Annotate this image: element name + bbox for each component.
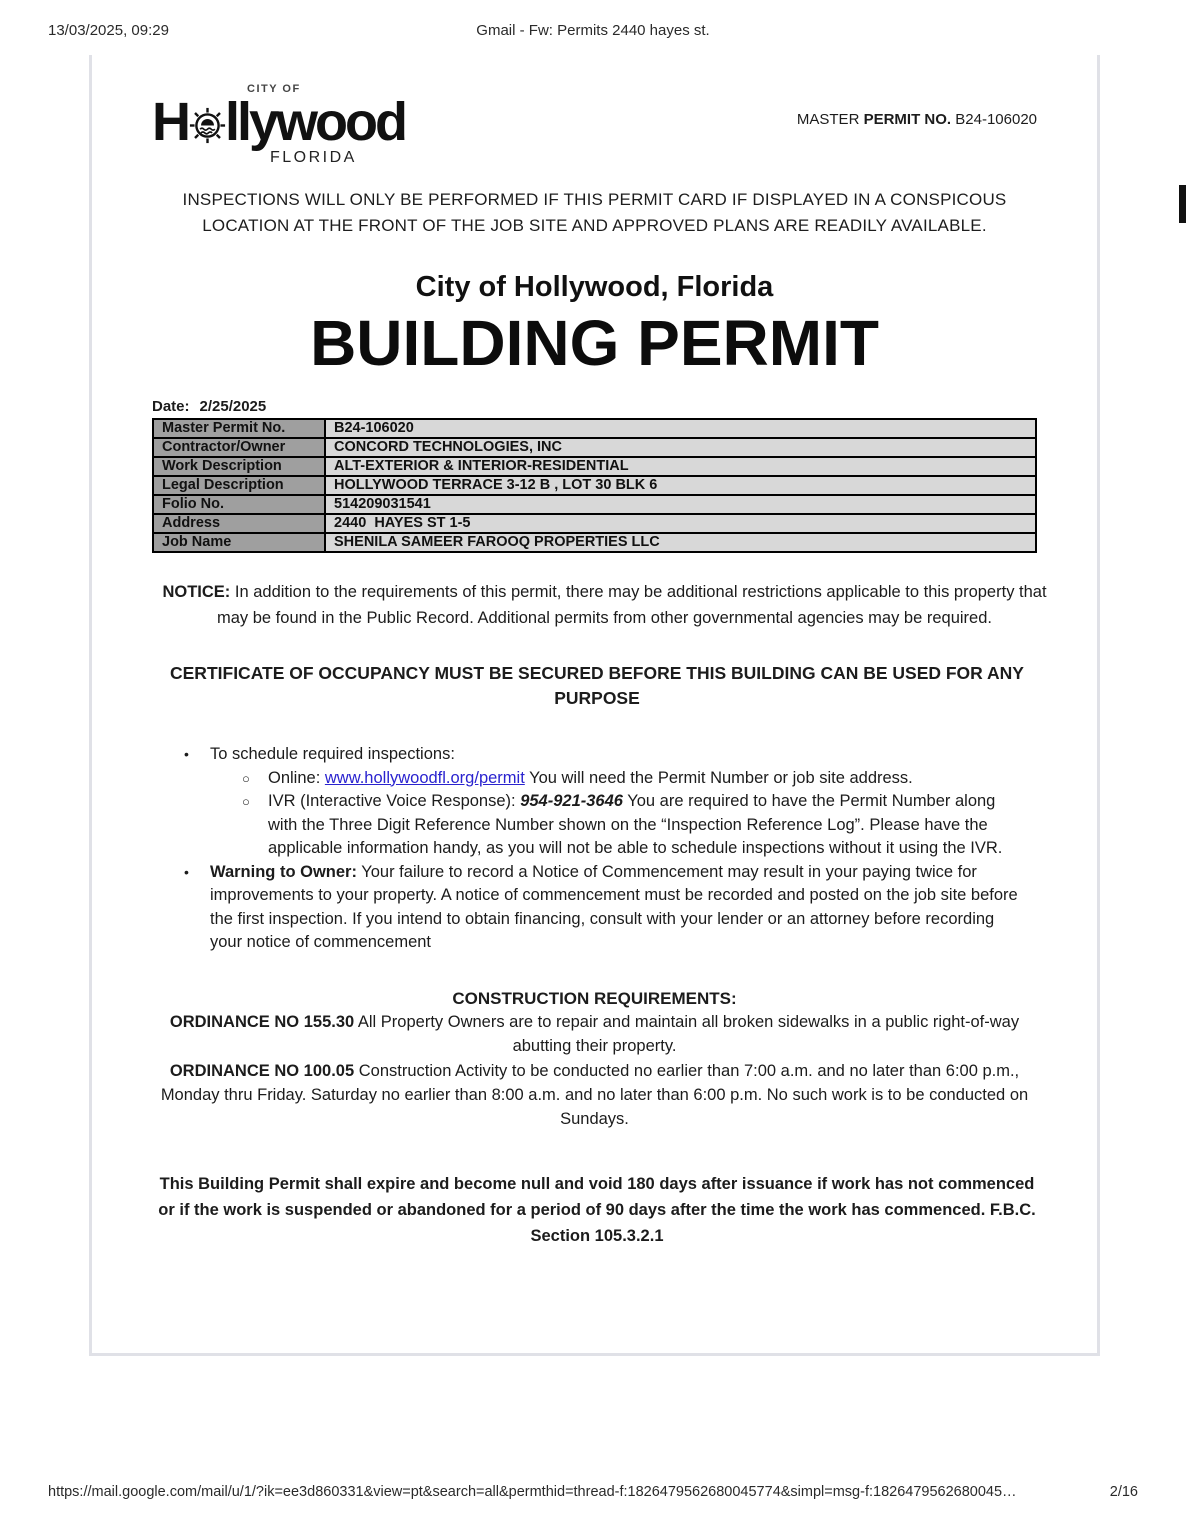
- notice-paragraph: [152, 579, 1057, 631]
- permit-website-link[interactable]: www.hollywoodfl.org/permit: [324, 768, 525, 787]
- city-title: City of Hollywood, Florida: [415, 271, 774, 303]
- list-item: [152, 790, 1037, 861]
- row-label: Work Description: [153, 457, 325, 476]
- date-label: Date:: [152, 398, 190, 415]
- ivr-instruction: [268, 790, 1037, 861]
- table-row: [153, 438, 1036, 457]
- logo-letters-rest: llywood: [225, 92, 405, 152]
- list-item: [152, 861, 1037, 955]
- date-line: [152, 398, 1037, 415]
- master-permit-value: B24-106020: [951, 111, 1037, 128]
- warning-to-owner: [210, 861, 1037, 955]
- list-item: [152, 743, 1037, 767]
- document-header: [152, 83, 1037, 167]
- hollywood-logo: [152, 83, 405, 167]
- master-permit-prefix: MASTER: [796, 111, 864, 128]
- inspection-instructions: [152, 743, 1037, 955]
- row-label: Address: [153, 514, 325, 533]
- table-row: [153, 419, 1036, 438]
- table-row: [153, 533, 1036, 552]
- sun-over-waves-icon: [189, 107, 226, 144]
- ivr-phone-number: 954-921-3646: [520, 792, 623, 810]
- row-value: HOLLYWOOD TERRACE 3-12 B , LOT 30 BLK 6: [325, 476, 1036, 495]
- construction-requirements: [152, 989, 1037, 1131]
- row-value: 514209031541: [325, 495, 1036, 514]
- page-title: BUILDING PERMIT: [310, 307, 879, 379]
- ordinance-100-label: ORDINANCE NO 100.05: [169, 1061, 355, 1080]
- row-value: B24-106020: [325, 419, 1036, 438]
- notice-label: NOTICE:: [162, 583, 231, 601]
- table-row: [153, 495, 1036, 514]
- online-instruction: [268, 767, 1037, 791]
- logo-wordmark: [152, 91, 405, 153]
- scrollbar-thumb[interactable]: [1179, 185, 1186, 223]
- warning-text: Your failure to record a Notice of Commencement may result in your paying twice for improvements to your property. A notice of commencement must be recorded and posted on the job site before the first inspection. If you intend to obtain financing, consult with your lender or an attorney before recording your notice of commencement: [210, 862, 1018, 951]
- logo-city-of-text: CITY OF: [247, 83, 301, 95]
- warning-label: Warning to Owner:: [210, 862, 357, 881]
- print-title: Gmail - Fw: Permits 2440 hayes st.: [476, 22, 710, 39]
- permit-details-table: [152, 418, 1037, 553]
- construction-heading: CONSTRUCTION REQUIREMENTS:: [452, 988, 737, 1008]
- ordinance-155-label: ORDINANCE NO 155.30: [169, 1012, 355, 1031]
- inspection-banner: INSPECTIONS WILL ONLY BE PERFORMED IF THIS PERMIT CARD IF DISPLAYED IN A CONSPICOUS LOCATION AT THE FRONT OF THE JOB SITE AND APPROVED PLANS ARE READILY AVAILABLE.: [182, 190, 1007, 235]
- row-value: SHENILA SAMEER FAROOQ PROPERTIES LLC: [325, 533, 1036, 552]
- circle-bullet-icon: ○: [242, 794, 250, 809]
- row-label: Master Permit No.: [153, 419, 325, 438]
- row-value: CONCORD TECHNOLOGIES, INC: [325, 438, 1036, 457]
- online-prefix: Online:: [268, 768, 325, 787]
- ivr-suffix: You are required to have the Permit Number along with the Three Digit Reference Number shown on the “Inspection Reference Log”. Please have the applicable information handy, as you will not be able to schedule inspections without it using the IVR.: [268, 792, 1003, 857]
- notice-text: In addition to the requirements of this permit, there may be additional restrictions applicable to this property that may be found in the Public Record. Additional permits from other governmental agencies may be required.: [216, 583, 1047, 627]
- certificate-statement: CERTIFICATE OF OCCUPANCY MUST BE SECURED BEFORE THIS BUILDING CAN BE USED FOR ANY PURPOSE: [170, 663, 1024, 708]
- ivr-prefix: IVR (Interactive Voice Response):: [268, 792, 521, 810]
- master-permit-number: [797, 111, 1037, 128]
- row-value: ALT-EXTERIOR & INTERIOR-RESIDENTIAL: [325, 457, 1036, 476]
- list-item: [152, 767, 1037, 791]
- master-permit-label: PERMIT NO.: [863, 111, 952, 128]
- expiration-statement: This Building Permit shall expire and become null and void 180 days after issuance if work has not commenced or if the work is suspended or abandoned for a period of 90 days after the time the work has commenced. F.B.C. Section 105.3.2.1: [158, 1174, 1036, 1245]
- schedule-text: To schedule required inspections:: [210, 745, 455, 763]
- print-url: https://mail.google.com/mail/u/1/?ik=ee3d860331&view=pt&search=all&permthid=thread-f:1826479562680045774&simpl=msg-f:1826479562680045…: [48, 1484, 1017, 1500]
- ordinance-100-text: Construction Activity to be conducted no earlier than 7:00 a.m. and no later than 6:00 p.m., Monday thru Friday. Saturday no earlier than 8:00 a.m. and no later than 6:00 p.m. No such work is to be conducted on Sundays.: [160, 1061, 1029, 1128]
- table-row: [153, 514, 1036, 533]
- row-label: Job Name: [153, 533, 325, 552]
- online-suffix: You will need the Permit Number or job site address.: [524, 768, 913, 787]
- date-value: 2/25/2025: [199, 398, 267, 415]
- ordinance-155-30: [152, 1010, 1037, 1058]
- ordinance-155-text: All Property Owners are to repair and maintain all broken sidewalks in a public right-of-way abutting their property.: [354, 1012, 1020, 1055]
- print-timestamp: 13/03/2025, 09:29: [48, 22, 169, 39]
- document-page: [89, 55, 1100, 1356]
- table-row: [153, 476, 1036, 495]
- row-label: Folio No.: [153, 495, 325, 514]
- bullet-icon: •: [184, 863, 189, 880]
- logo-florida-text: FLORIDA: [270, 149, 357, 166]
- print-page-number: 2/16: [1109, 1484, 1138, 1500]
- row-label: Legal Description: [153, 476, 325, 495]
- ordinance-100-05: [152, 1059, 1037, 1131]
- bullet-icon: •: [184, 746, 189, 762]
- circle-bullet-icon: ○: [242, 770, 250, 786]
- table-row: [153, 457, 1036, 476]
- row-label: Contractor/Owner: [153, 438, 325, 457]
- logo-letter-h: H: [152, 92, 188, 152]
- row-value: 2440 HAYES ST 1-5: [325, 514, 1036, 533]
